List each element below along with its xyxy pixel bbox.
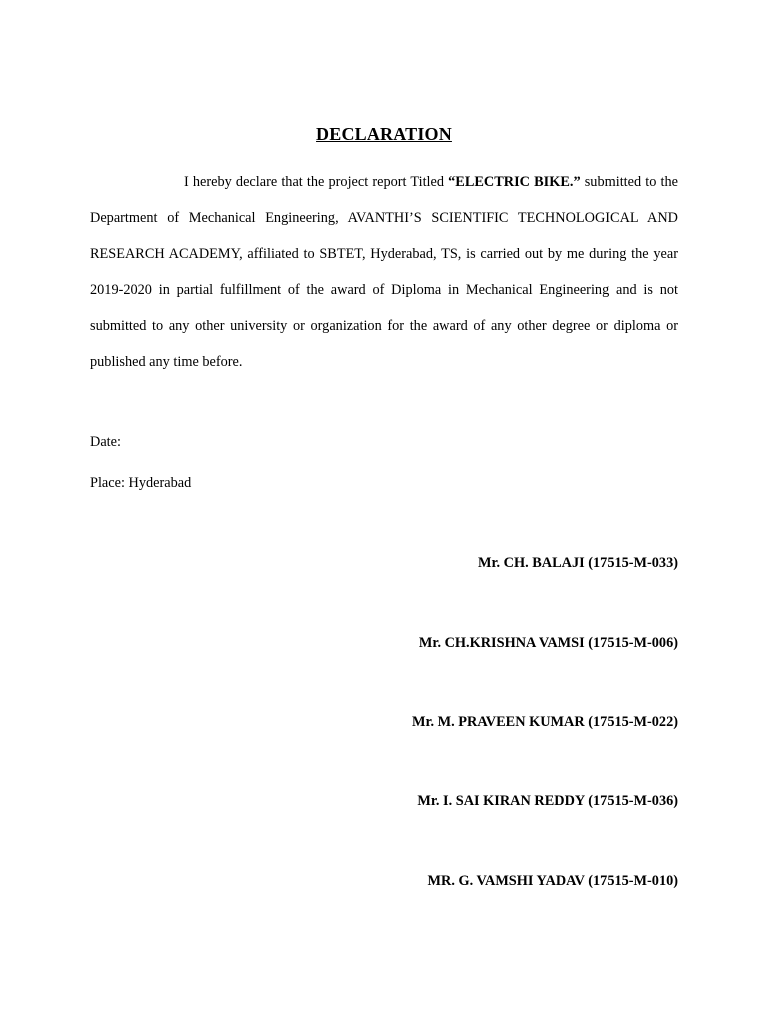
signatory-2: Mr. CH.KRISHNA VAMSI (17515-M-006)	[418, 635, 678, 651]
signatory-3: Mr. M. PRAVEEN KUMAR (17515-M-022)	[411, 714, 678, 730]
signatory-1: Mr. CH. BALAJI (17515-M-033)	[477, 555, 678, 571]
declaration-paragraph	[90, 164, 678, 380]
place-label: Place: Hyderabad	[90, 475, 192, 491]
page-title: DECLARATION	[316, 124, 452, 144]
date-label: Date:	[90, 434, 121, 450]
project-title: “ELECTRIC BIKE.”	[448, 174, 581, 190]
declaration-text	[90, 164, 678, 380]
declaration-body: submitted to the Department of Mechanical Engineering, AVANTHI’S SCIENTIFIC TECHNOLOGICAL AND RESEARCH ACADEMY, affiliated to SBTET, Hyderabad, TS, is carried out by me during the year 2019-2020 in partial fulfillment of the award of Diploma in Mechanical Engineering and is not submitted to any other university or organization for the award of any other degree or diploma or published any time before.	[90, 174, 679, 370]
signatory-5: MR. G. VAMSHI YADAV (17515-M-010)	[427, 873, 678, 889]
signatory-4: Mr. I. SAI KIRAN REDDY (17515-M-036)	[417, 793, 678, 809]
declaration-intro: I hereby declare that the project report Titled	[184, 174, 449, 190]
